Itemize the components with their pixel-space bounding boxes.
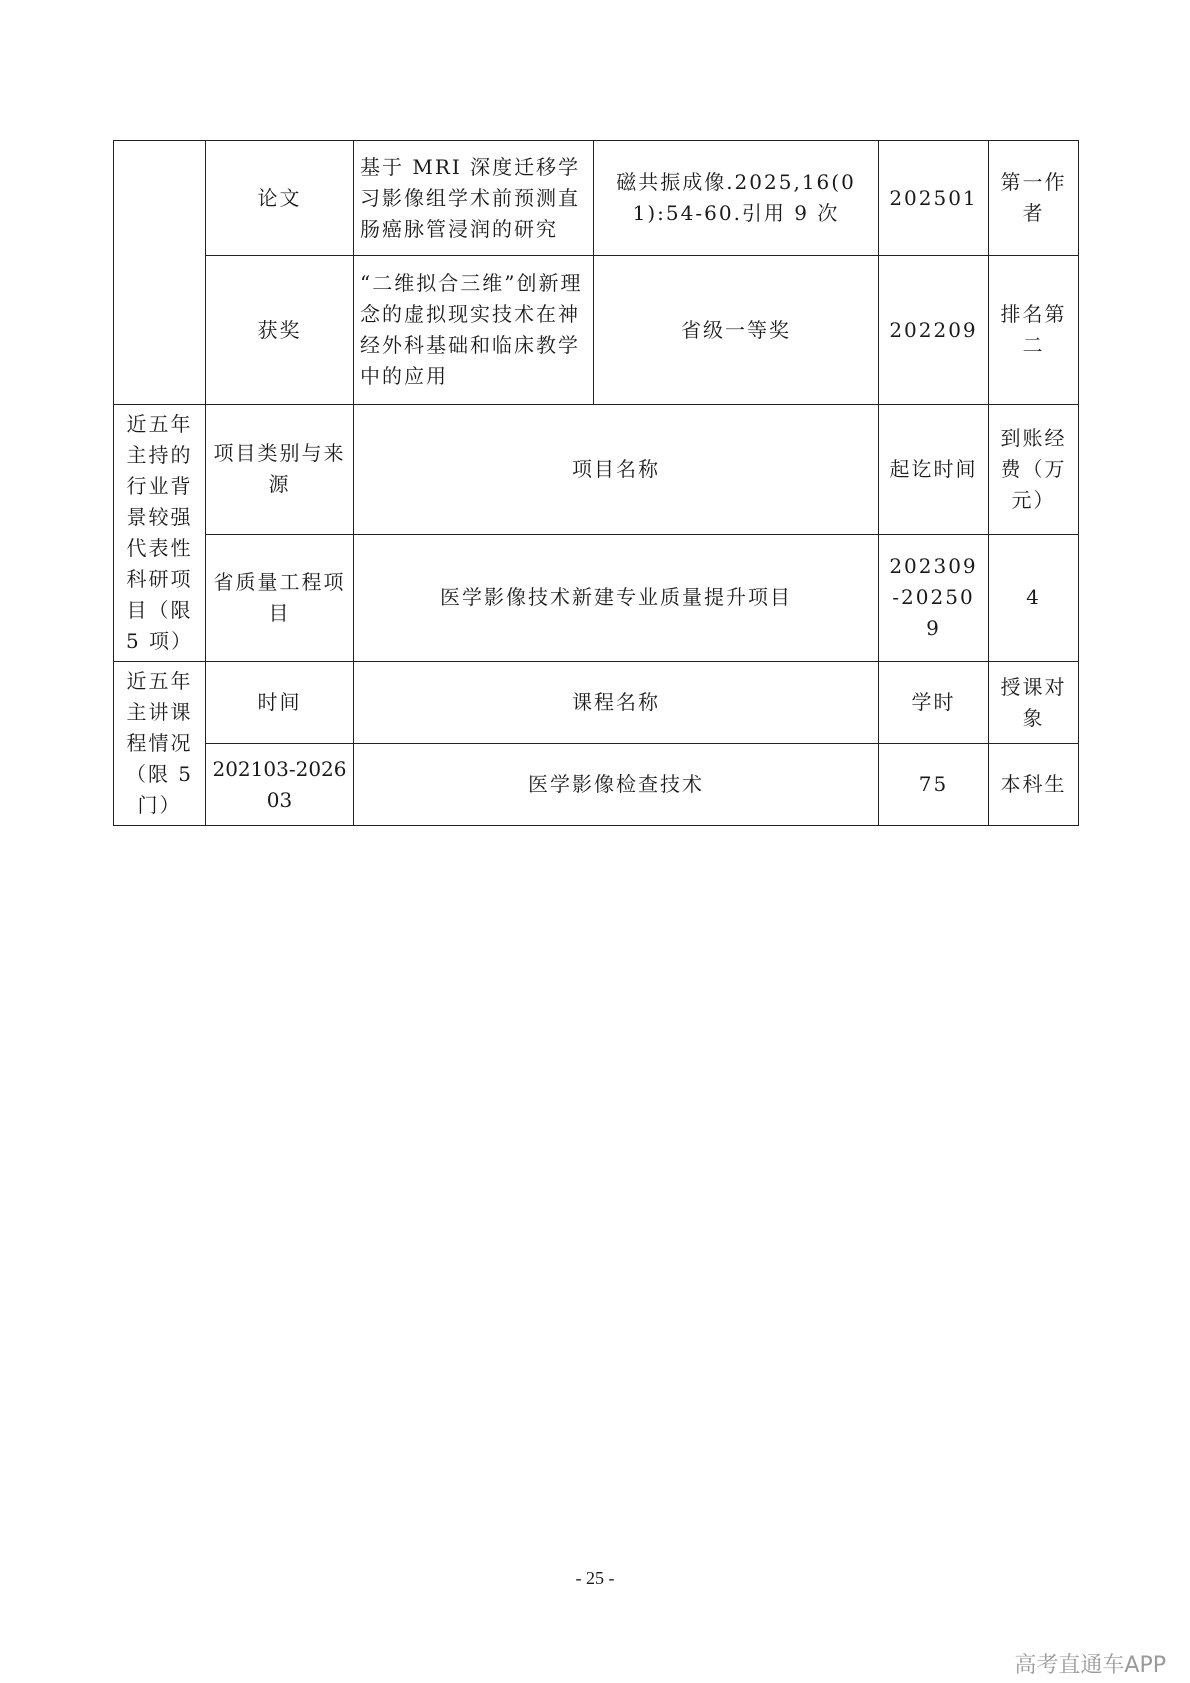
projects-header-category: 项目类别与来源 — [206, 405, 354, 535]
paper-title: 基于 MRI 深度迁移学习影像组学术前预测直肠癌脉管浸润的研究 — [354, 141, 594, 256]
paper-row — [114, 141, 1079, 256]
projects-section-label: 近五年主持的行业背景较强代表性科研项目（限 5 项） — [114, 405, 206, 662]
achievement-table — [113, 140, 1079, 826]
page-number: - 25 - — [575, 1568, 615, 1588]
project-period: 202309-202509 — [879, 534, 989, 661]
watermark-text: 高考直通车APP — [1014, 1653, 1166, 1678]
award-date: 202209 — [879, 256, 989, 405]
award-type: 获奖 — [206, 256, 354, 405]
project-name: 医学影像技术新建专业质量提升项目 — [354, 534, 879, 661]
course-audience: 本科生 — [989, 744, 1079, 826]
courses-header-row — [114, 662, 1079, 744]
course-hours: 75 — [879, 744, 989, 826]
paper-date: 202501 — [879, 141, 989, 256]
courses-header-name: 课程名称 — [354, 662, 879, 744]
course-name: 医学影像检查技术 — [354, 744, 879, 826]
projects-header-row — [114, 405, 1079, 535]
project-funding: 4 — [989, 534, 1079, 661]
projects-header-funding: 到账经费（万元） — [989, 405, 1079, 535]
award-title: “二维拟合三维”创新理念的虚拟现实技术在神经外科基础和临床教学中的应用 — [354, 256, 594, 405]
course-time: 202103-202603 — [206, 744, 354, 826]
continued-section-cell — [114, 141, 206, 405]
paper-role: 第一作者 — [989, 141, 1079, 256]
courses-header-time: 时间 — [206, 662, 354, 744]
courses-header-hours: 学时 — [879, 662, 989, 744]
paper-type: 论文 — [206, 141, 354, 256]
paper-source: 磁共振成像.2025,16(01):54-60.引用 9 次 — [594, 141, 879, 256]
award-level: 省级一等奖 — [594, 256, 879, 405]
project-category: 省质量工程项目 — [206, 534, 354, 661]
course-row — [114, 744, 1079, 826]
project-row — [114, 534, 1079, 661]
award-rank: 排名第二 — [989, 256, 1079, 405]
projects-header-period: 起讫时间 — [879, 405, 989, 535]
courses-section-label: 近五年主讲课程情况（限 5 门） — [114, 662, 206, 826]
courses-header-audience: 授课对象 — [989, 662, 1079, 744]
projects-header-name: 项目名称 — [354, 405, 879, 535]
award-row — [114, 256, 1079, 405]
